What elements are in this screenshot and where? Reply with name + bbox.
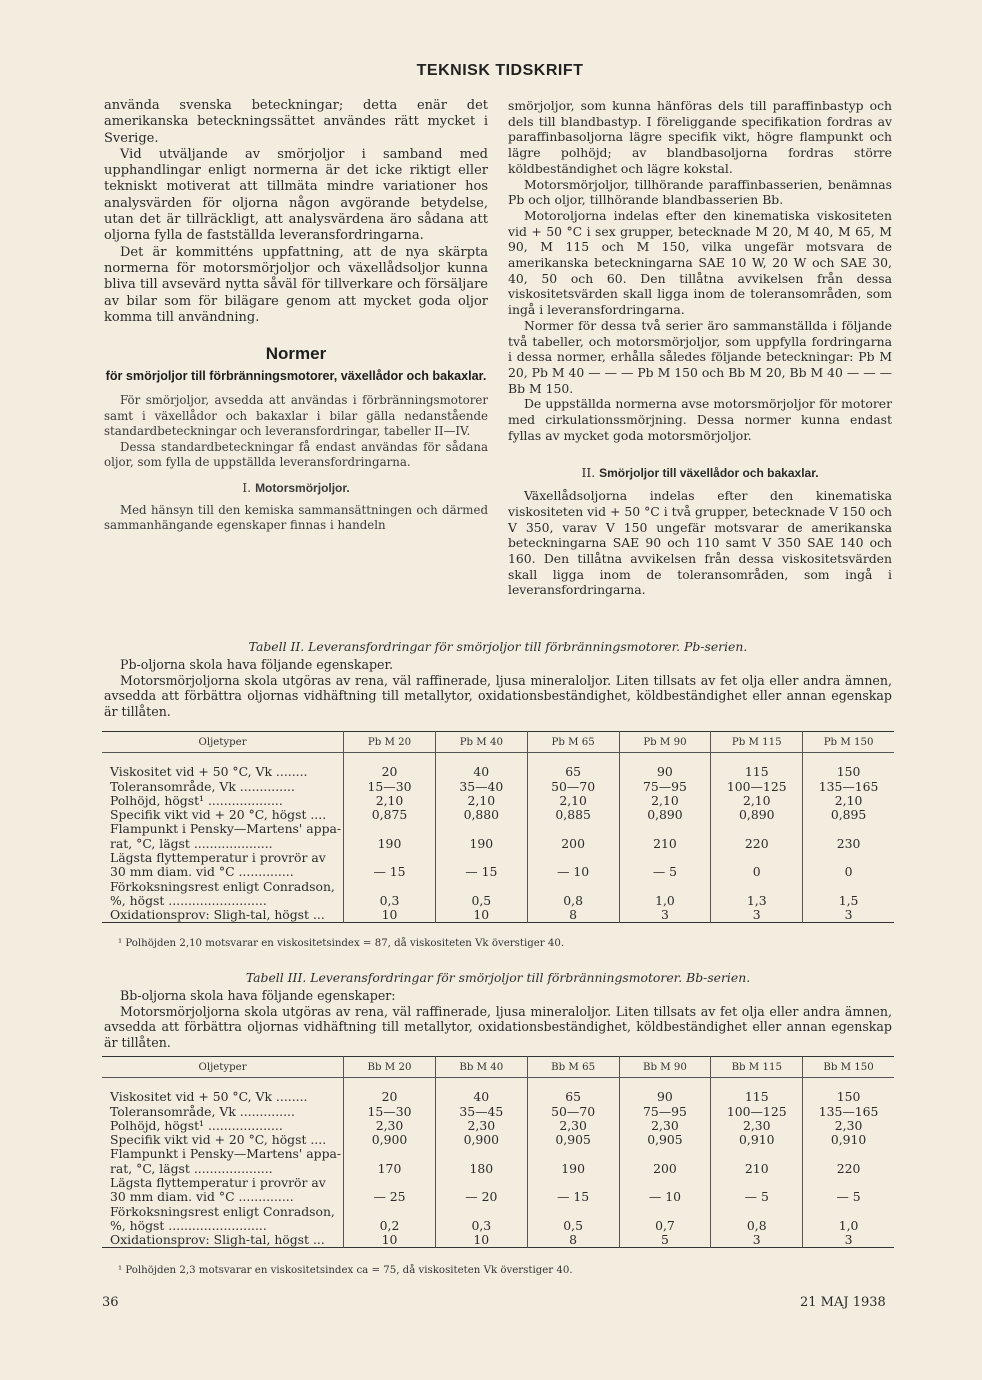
row-label: Oxidationsprov: Sligh-tal, högst ... bbox=[110, 1232, 325, 1248]
table-cell: — 10 bbox=[527, 865, 619, 879]
paragraph: Växellådsoljorna indelas efter den kinematiska viskositeten vid + 50 °C i två grupper, betecknade V 150 och V 350, varav V 150 ungefär motsvarar de amerikanska beteckningarna SAE 90 och 110 samt V 350 SAE 140 och 160. Den tillåtna avvikelsen från dessa viskositetsvärden skall ligga inom de toleransområden, som ingå i leveransfordringarna. bbox=[508, 488, 892, 598]
table-cell: 5 bbox=[619, 1233, 711, 1248]
column-header: Pb M 40 bbox=[435, 732, 527, 753]
column-header: Bb M 40 bbox=[435, 1057, 527, 1078]
row-label: Viskositet vid + 50 °C, Vk ........ bbox=[110, 1090, 308, 1105]
table-cell: 90 bbox=[619, 765, 711, 779]
table-cell: 0,8 bbox=[527, 894, 619, 908]
table-cell bbox=[711, 879, 803, 893]
table-cell bbox=[803, 1176, 894, 1190]
row-label: rat, °C, lägst .................... bbox=[110, 836, 273, 851]
table-cell: 90 bbox=[619, 1090, 711, 1104]
table2 bbox=[102, 731, 894, 923]
column-header: Pb M 115 bbox=[711, 732, 803, 753]
table-row bbox=[102, 1233, 894, 1248]
table-row bbox=[102, 1161, 894, 1175]
table-cell: 3 bbox=[803, 1233, 894, 1248]
table-cell bbox=[803, 851, 894, 865]
paragraph: Pb-oljorna skola hava följande egenskaper. bbox=[120, 657, 394, 672]
table-row bbox=[102, 1219, 894, 1233]
table-cell: 0,7 bbox=[619, 1219, 711, 1233]
table-cell: 135—165 bbox=[803, 779, 894, 793]
row-label: Oxidationsprov: Sligh-tal, högst ... bbox=[110, 907, 325, 923]
table-cell: 150 bbox=[803, 1090, 894, 1104]
table-cell bbox=[711, 822, 803, 836]
spacer-cell bbox=[102, 753, 344, 766]
table-row bbox=[102, 851, 894, 865]
table-cell: 10 bbox=[344, 908, 436, 923]
table-row bbox=[102, 1133, 894, 1147]
table-cell: 0,8 bbox=[711, 1219, 803, 1233]
row-label: Flampunkt i Pensky—Martens' appa- bbox=[110, 1147, 342, 1162]
table-cell: 1,0 bbox=[619, 894, 711, 908]
paragraph: Dessa standardbeteckningar få endast användas för sådana oljor, som fylla de uppställda leveransfordringarna. bbox=[104, 439, 488, 470]
paragraph: Motoroljorna indelas efter den kinematiska viskositeten vid + 50 °C i sex grupper, betecknade M 20, M 40, M 65, M 90, M 115 och M 150, vilka ungefär motsvara de amerikanska beteckningarna SAE 10 W, 20 W och SAE 30, 40, 50 och 60. Den tillåtna avvikelsen från dessa viskositetsvärden skall ligga inom de toleransområden, som ingå i leveransfordringarna. bbox=[508, 207, 892, 318]
paragraph: Normer för dessa två serier äro sammanställda i följande två tabeller, och motorsmörjoljor, som uppfylla fordringarna i dessa normer, erhålla således följande beteckningar: Pb M 20, Pb M 40 — — — Pb M 150 och Bb M 20, Bb M 40 — — — Bb M 150. bbox=[508, 317, 892, 396]
table-cell: 0,5 bbox=[527, 1219, 619, 1233]
table-cell: 190 bbox=[435, 836, 527, 850]
row-label: Viskositet vid + 50 °C, Vk ........ bbox=[110, 765, 308, 780]
column-header: Bb M 115 bbox=[711, 1057, 803, 1078]
row-label: Polhöjd, högst¹ ................... bbox=[110, 793, 283, 808]
table-cell: 2,10 bbox=[619, 794, 711, 808]
table-cell: 8 bbox=[527, 1233, 619, 1248]
table-row bbox=[102, 1147, 894, 1161]
table-cell: 0,910 bbox=[803, 1133, 894, 1147]
table-cell: 65 bbox=[527, 765, 619, 779]
table-cell: 115 bbox=[711, 765, 803, 779]
table2-footnote: ¹ Polhöjden 2,10 motsvarar en viskositetsindex = 87, då viskositeten Vk överstiger 40. bbox=[118, 938, 565, 949]
table-row bbox=[102, 894, 894, 908]
table-cell: 10 bbox=[435, 1233, 527, 1248]
table-cell: 150 bbox=[803, 765, 894, 779]
table-cell: 2,10 bbox=[803, 794, 894, 808]
table-cell: — 10 bbox=[619, 1190, 711, 1204]
section-title-normer: Normer bbox=[265, 344, 327, 364]
table-cell: 50—70 bbox=[527, 1104, 619, 1118]
table-cell: 0 bbox=[711, 865, 803, 879]
table-cell bbox=[803, 822, 894, 836]
table-cell: — 5 bbox=[619, 865, 711, 879]
table-cell: 75—95 bbox=[619, 1104, 711, 1118]
row-label: Förkoksningsrest enligt Conradson, bbox=[110, 879, 335, 894]
column-header: Pb M 90 bbox=[619, 732, 711, 753]
table-row bbox=[102, 879, 894, 893]
table-cell bbox=[344, 1204, 436, 1218]
section-number: I. bbox=[242, 480, 252, 496]
table-cell: 65 bbox=[527, 1090, 619, 1104]
table-cell: 2,10 bbox=[527, 794, 619, 808]
spacer-cell bbox=[711, 753, 803, 766]
row-label: Specifik vikt vid + 20 °C, högst .... bbox=[110, 1132, 327, 1148]
table-cell bbox=[435, 822, 527, 836]
table2-intro bbox=[104, 657, 892, 719]
left-column bbox=[104, 98, 488, 534]
table-cell: 0,905 bbox=[527, 1133, 619, 1147]
table-cell bbox=[803, 1147, 894, 1161]
table-cell: 0,5 bbox=[435, 894, 527, 908]
table-row bbox=[102, 765, 894, 779]
table-row bbox=[102, 1104, 894, 1118]
paragraph: Motorsmörjoljor, tillhörande paraffinbasserien, benämnas Pb och oljor, tillhörande blandbasserien Bb. bbox=[508, 176, 892, 208]
table-row bbox=[102, 1090, 894, 1104]
table-cell: 75—95 bbox=[619, 779, 711, 793]
table-row bbox=[102, 794, 894, 808]
table-cell bbox=[527, 1176, 619, 1190]
table-cell: 135—165 bbox=[803, 1104, 894, 1118]
paragraph: Det är kommitténs uppfattning, att de nya skärpta normerna för motorsmörjoljor och växellådsoljor kunna bliva till avsevärd nytta såväl för tillverkare och försäljare av bilar som för bilägare genom att mycket goda oljor komma till användning. bbox=[104, 244, 488, 325]
table-cell: 3 bbox=[619, 908, 711, 923]
row-label: Specifik vikt vid + 20 °C, högst .... bbox=[110, 807, 327, 823]
table-cell: 40 bbox=[435, 765, 527, 779]
table-cell: 10 bbox=[435, 908, 527, 923]
row-label: Lägsta flyttemperatur i provrör av bbox=[110, 1175, 326, 1191]
table-cell: 0,890 bbox=[619, 808, 711, 822]
table-cell: 220 bbox=[711, 836, 803, 850]
table-cell: — 15 bbox=[527, 1190, 619, 1204]
table-cell: 190 bbox=[344, 836, 436, 850]
table3-intro bbox=[104, 988, 892, 1050]
column-header: Bb M 150 bbox=[803, 1057, 894, 1078]
table-cell: 0,890 bbox=[711, 808, 803, 822]
table-cell: 180 bbox=[435, 1161, 527, 1175]
table-cell: 20 bbox=[344, 1090, 436, 1104]
spacer-cell bbox=[527, 753, 619, 766]
table-cell: 0,875 bbox=[344, 808, 436, 822]
table-row bbox=[102, 1119, 894, 1133]
spacer-cell bbox=[435, 1078, 527, 1091]
column-header-oljetyper: Oljetyper bbox=[102, 1057, 344, 1078]
issue-date: 21 MAJ 1938 bbox=[800, 1295, 886, 1310]
paragraph: För smörjoljor, avsedda att användas i förbränningsmotorer samt i växellådor och bakaxlar i bilar gälla nedanstående standardbeteckningar och leveransfordringar, tabeller II—IV. bbox=[104, 393, 488, 439]
row-label: Toleransområde, Vk .............. bbox=[110, 1104, 295, 1119]
table-cell bbox=[435, 879, 527, 893]
table-cell bbox=[619, 1176, 711, 1190]
paragraph: Motorsmörjoljorna skola utgöras av rena, väl raffinerade, ljusa mineraloljor. Liten tillsats av fet olja eller andra ämnen, avsedda att förbättra oljornas vidhäftning till metallytor, oxidationsbeständighet, köldbeständighet eller annan egenskap är tillåten. bbox=[104, 672, 892, 719]
spacer-row bbox=[102, 1078, 894, 1091]
row-label: Flampunkt i Pensky—Martens' appa- bbox=[110, 822, 342, 837]
paragraph: Bb-oljorna skola hava följande egenskaper: bbox=[120, 988, 396, 1003]
table-cell: 170 bbox=[344, 1161, 436, 1175]
table-cell: 50—70 bbox=[527, 779, 619, 793]
table-cell: 230 bbox=[803, 836, 894, 850]
table-cell: 0,900 bbox=[435, 1133, 527, 1147]
table-cell bbox=[344, 1176, 436, 1190]
table-cell: 200 bbox=[527, 836, 619, 850]
spacer-cell bbox=[435, 753, 527, 766]
table-cell: 0,900 bbox=[344, 1133, 436, 1147]
table-cell bbox=[619, 822, 711, 836]
table-cell: 3 bbox=[711, 908, 803, 923]
paragraph: Vid utväljande av smörjoljor i samband med upphandlingar enligt normerna är det icke riktigt eller tekniskt motiverat att tillmäta mindre variationer hos analysvärden för oljorna någon avgörande betydelse, utan det är tillräckligt, att analysvärdena äro sådana att oljorna fylla de fastställda leveransfordringarna. bbox=[104, 146, 488, 244]
table-cell bbox=[803, 1204, 894, 1218]
table-cell: 0,3 bbox=[435, 1219, 527, 1233]
section-heading-1 bbox=[104, 480, 488, 496]
column-header: Bb M 65 bbox=[527, 1057, 619, 1078]
table-cell: 210 bbox=[711, 1161, 803, 1175]
spacer-cell bbox=[619, 753, 711, 766]
spacer-cell bbox=[344, 753, 436, 766]
table-cell: 35—45 bbox=[435, 1104, 527, 1118]
table-cell: 15—30 bbox=[344, 1104, 436, 1118]
table-cell: 0,880 bbox=[435, 808, 527, 822]
table-cell: 0,2 bbox=[344, 1219, 436, 1233]
table-row bbox=[102, 822, 894, 836]
table-cell bbox=[527, 879, 619, 893]
row-label: %, högst ......................... bbox=[110, 1218, 267, 1233]
table-cell: 2,30 bbox=[435, 1119, 527, 1133]
table-cell: 40 bbox=[435, 1090, 527, 1104]
right-column bbox=[508, 98, 892, 598]
column-header: Bb M 90 bbox=[619, 1057, 711, 1078]
row-label: Polhöjd, högst¹ ................... bbox=[110, 1118, 283, 1133]
table-cell: 100—125 bbox=[711, 1104, 803, 1118]
table-row bbox=[102, 865, 894, 879]
column-header: Pb M 20 bbox=[344, 732, 436, 753]
table3 bbox=[102, 1056, 894, 1248]
table-cell bbox=[435, 1204, 527, 1218]
table-cell: 2,30 bbox=[619, 1119, 711, 1133]
row-label: 30 mm diam. vid °C .............. bbox=[110, 865, 294, 880]
table-cell bbox=[619, 851, 711, 865]
table-cell: 2,10 bbox=[344, 794, 436, 808]
table-cell: 2,30 bbox=[711, 1119, 803, 1133]
column-header: Bb M 20 bbox=[344, 1057, 436, 1078]
table-cell bbox=[711, 1176, 803, 1190]
table-cell: — 5 bbox=[803, 1190, 894, 1204]
section-title: Smörjoljor till växellådor och bakaxlar. bbox=[599, 466, 819, 481]
table-cell: 190 bbox=[527, 1161, 619, 1175]
table-cell: 2,10 bbox=[711, 794, 803, 808]
table-cell: — 15 bbox=[435, 865, 527, 879]
table-cell: 100—125 bbox=[711, 779, 803, 793]
paragraph: De uppställda normerna avse motorsmörjoljor för motorer med cirkulationssmörjning. Dessa normer kunna endast fyllas av mycket goda motorsmörjoljor. bbox=[508, 396, 892, 443]
section-heading-2 bbox=[508, 465, 892, 482]
table3-caption: Tabell III. Leveransfordringar för smörjoljor till förbränningsmotorer. Bb-serien. bbox=[245, 970, 751, 985]
table-cell: 2,30 bbox=[803, 1119, 894, 1133]
spacer-cell bbox=[803, 753, 894, 766]
table-cell bbox=[711, 1147, 803, 1161]
table-cell: — 5 bbox=[711, 1190, 803, 1204]
table-cell bbox=[527, 822, 619, 836]
table-cell bbox=[711, 1204, 803, 1218]
column-header: Pb M 150 bbox=[803, 732, 894, 753]
table-cell: — 25 bbox=[344, 1190, 436, 1204]
table-cell: — 20 bbox=[435, 1190, 527, 1204]
table-cell bbox=[435, 1147, 527, 1161]
table-cell bbox=[527, 1147, 619, 1161]
section-subtitle: för smörjoljor till förbränningsmotorer, växellådor och bakaxlar. bbox=[105, 369, 487, 384]
table3-footnote: ¹ Polhöjden 2,3 motsvarar en viskositetsindex ca = 75, då viskositeten Vk överstiger 40. bbox=[118, 1265, 573, 1276]
column-header-oljetyper: Oljetyper bbox=[102, 732, 344, 753]
table-cell: 115 bbox=[711, 1090, 803, 1104]
journal-header: TEKNISK TIDSKRIFT bbox=[416, 62, 584, 79]
row-label: %, högst ......................... bbox=[110, 893, 267, 908]
table-cell: 10 bbox=[344, 1233, 436, 1248]
spacer-row bbox=[102, 753, 894, 766]
table-cell: 35—40 bbox=[435, 779, 527, 793]
spacer-cell bbox=[344, 1078, 436, 1091]
paragraph: smörjoljor, som kunna hänföras dels till paraffinbastyp och dels till blandbastyp. I föreliggande specifikation fordras av paraffinbasoljorna lägre specifik vikt, högre flampunkt och lägre polhöjd; av blandbasoljorna fordras större köldbeständighet och lägre kokstal. bbox=[508, 98, 892, 176]
table-cell: 220 bbox=[803, 1161, 894, 1175]
table-cell bbox=[344, 851, 436, 865]
row-label: Lägsta flyttemperatur i provrör av bbox=[110, 850, 326, 866]
table-cell: 2,10 bbox=[435, 794, 527, 808]
table-cell: 0,3 bbox=[344, 894, 436, 908]
table-cell bbox=[344, 822, 436, 836]
table-cell bbox=[527, 851, 619, 865]
table-row bbox=[102, 1204, 894, 1218]
table-row bbox=[102, 1176, 894, 1190]
table-cell bbox=[435, 1176, 527, 1190]
paragraph: Motorsmörjoljorna skola utgöras av rena, väl raffinerade, ljusa mineraloljor. Liten tillsats av fet olja eller andra ämnen, avsedda att förbättra oljornas vidhäftning till metallytor, oxidationsbeständighet, köldbeständighet eller annan egenskap är tillåten. bbox=[104, 1003, 892, 1050]
table-cell bbox=[527, 1204, 619, 1218]
spacer-cell bbox=[803, 1078, 894, 1091]
table-row bbox=[102, 808, 894, 822]
table-cell: 1,0 bbox=[803, 1219, 894, 1233]
table-cell bbox=[435, 851, 527, 865]
column-header: Pb M 65 bbox=[527, 732, 619, 753]
spacer-cell bbox=[102, 1078, 344, 1091]
table-row bbox=[102, 908, 894, 923]
section-title: Motorsmörjoljor. bbox=[255, 481, 350, 496]
paragraph: använda svenska beteckningar; detta enär det amerikanska beteckningssättet användes rätt mycket i Sverige. bbox=[104, 98, 488, 146]
table-cell: 2,30 bbox=[344, 1119, 436, 1133]
table-cell: 200 bbox=[619, 1161, 711, 1175]
row-label: rat, °C, lägst .................... bbox=[110, 1161, 273, 1176]
table-cell bbox=[344, 1147, 436, 1161]
table-cell: 20 bbox=[344, 765, 436, 779]
table-cell bbox=[619, 1204, 711, 1218]
table-cell bbox=[619, 1147, 711, 1161]
table-cell: 8 bbox=[527, 908, 619, 923]
spacer-cell bbox=[619, 1078, 711, 1091]
table-cell: 0,895 bbox=[803, 808, 894, 822]
table-cell bbox=[711, 851, 803, 865]
table-cell: 3 bbox=[711, 1233, 803, 1248]
row-label: 30 mm diam. vid °C .............. bbox=[110, 1190, 294, 1205]
paragraph: Med hänsyn till den kemiska sammansättningen och därmed sammanhängande egenskaper finnas i handeln bbox=[104, 502, 488, 533]
table-cell: 0,910 bbox=[711, 1133, 803, 1147]
table-row bbox=[102, 836, 894, 850]
table-cell: 2,30 bbox=[527, 1119, 619, 1133]
table-cell: 3 bbox=[803, 908, 894, 923]
table-cell bbox=[803, 879, 894, 893]
row-label: Förkoksningsrest enligt Conradson, bbox=[110, 1204, 335, 1219]
table-row bbox=[102, 1190, 894, 1204]
section-number: II. bbox=[581, 465, 596, 481]
table-cell: — 15 bbox=[344, 865, 436, 879]
table2-caption: Tabell II. Leveransfordringar för smörjoljor till förbränningsmotorer. Pb-serien. bbox=[248, 639, 748, 654]
table-cell: 0,885 bbox=[527, 808, 619, 822]
table-cell bbox=[619, 879, 711, 893]
row-label: Toleransområde, Vk .............. bbox=[110, 779, 295, 794]
spacer-cell bbox=[527, 1078, 619, 1091]
table-cell: 1,3 bbox=[711, 894, 803, 908]
page-number: 36 bbox=[102, 1295, 119, 1310]
table-cell: 0 bbox=[803, 865, 894, 879]
table-cell: 0,905 bbox=[619, 1133, 711, 1147]
table-cell bbox=[344, 879, 436, 893]
spacer-cell bbox=[711, 1078, 803, 1091]
table-row bbox=[102, 779, 894, 793]
table-cell: 210 bbox=[619, 836, 711, 850]
table-cell: 1,5 bbox=[803, 894, 894, 908]
table-cell: 15—30 bbox=[344, 779, 436, 793]
